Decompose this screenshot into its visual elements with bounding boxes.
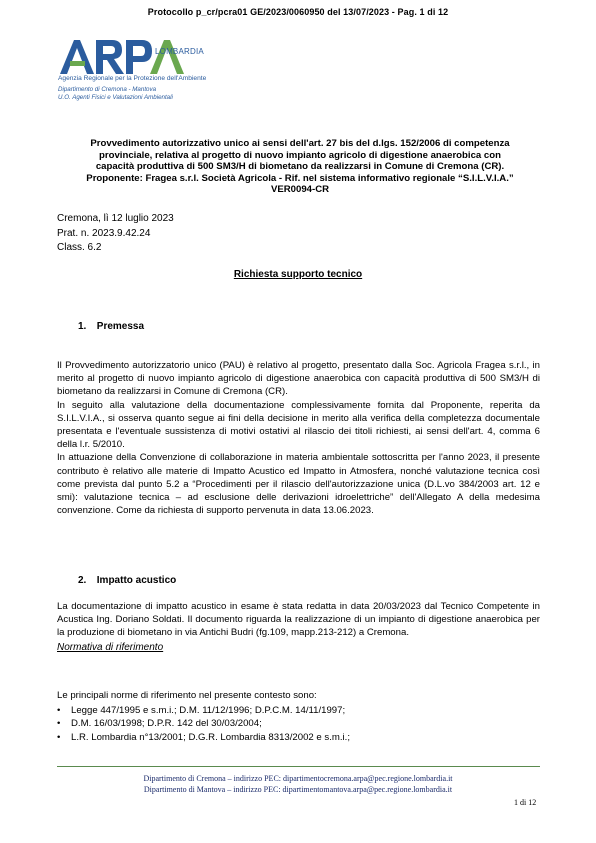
logo-dept-line2: U.O. Agenti Fisici e Valutazioni Ambientali (58, 94, 173, 101)
practice-number: Prat. n. 2023.9.42.24 (57, 227, 151, 239)
section-number: 1. (78, 321, 87, 332)
title-line: provinciale, relativa al progetto di nuovo impianto agricolo di digestione anaerobica con (99, 149, 501, 161)
section-number: 2. (78, 575, 87, 586)
list-item: • D.M. 16/03/1998; D.P.R. 142 del 30/03/2004; (57, 718, 262, 730)
classification: Class. 6.2 (57, 242, 102, 253)
bullet-icon: • (57, 718, 61, 730)
footer-line-mantova: Dipartimento di Mantova – indirizzo PEC: dipartimentomantova.arpa@pec.regione.lombardia.it (143, 785, 453, 794)
subject-heading: Richiesta supporto tecnico (233, 269, 363, 280)
normativa-intro: Le principali norme di riferimento nel presente contesto sono: (57, 690, 317, 701)
title-line: Provvedimento autorizzativo unico ai sensi dell'art. 27 bis del d.lgs. 152/2006 di competenza (90, 138, 510, 149)
section-premessa-body (57, 359, 540, 517)
paragraph: La documentazione di impatto acustico in esame è stata redatta in data 20/03/2023 dal Tecnico Competente in Acustica Ing. Doriano Soldati. Il documento riguarda la realizzazione di un impianto di digestione anaerobica per la produzione di biometano in via Antichi Budri (fg.109, mapp.213-212) a Cremona. (57, 601, 540, 639)
bullet-icon: • (57, 705, 61, 716)
list-item: • L.R. Lombardia n°13/2001; D.G.R. Lombardia 8313/2002 e s.m.i.; (57, 731, 351, 743)
section-title: Impatto acustico (96, 575, 177, 586)
protocol-header: Protocollo p_cr/pcra01 GE/2023/0060950 del 13/07/2023 - Pag. 1 di 12 (147, 7, 449, 17)
title-line: capacità produttiva di 500 SM3/H di biometano da realizzarsi in Comune di Cremona (CR). (95, 161, 505, 172)
paragraph: In attuazione della Convenzione di collaborazione in materia ambientale sottoscritta per l'anno 2023, il presente contributo è relativo alle materie di Impatto Acustico ed Impatto in Atmosfera, nonché valutazione tecnica così come prevista dal punto 5.2 a “Procedimenti per il rilascio dell'autorizzazione unica (D.L.vo 384/2003 art. 12 e smi): valutazione tecnica – ad esclusione delle derivazioni idroelettriche” dell'Allegato A della medesima convenzione. Come da richiesta di supporto pervenuta in data 13.06.2023. (57, 452, 540, 517)
place-date: Cremona, lì 12 luglio 2023 (57, 213, 174, 224)
document-title (70, 138, 530, 196)
title-line: Proponente: Fragea s.r.l. Società Agricola - Rif. nel sistema informativo regionale “S.I.L.V.I.A.” (86, 172, 514, 184)
arpa-logo (58, 36, 238, 116)
footer-divider (57, 766, 540, 767)
page-number: 1 di 12 (514, 798, 537, 807)
logo-region-text: LOMBARDIA (155, 47, 204, 56)
section-heading-impatto-acustico (78, 575, 176, 586)
normativa-list (57, 704, 350, 744)
section-title: Premessa (96, 321, 145, 332)
footer-line-cremona: Dipartimento di Cremona – indirizzo PEC: dipartimentocremona.arpa@pec.regione.lombardia.it (143, 774, 453, 783)
list-item: • Legge 447/1995 e s.m.i.; D.M. 11/12/1996; D.P.C.M. 14/11/1997; (57, 705, 346, 716)
document-meta (57, 212, 174, 256)
footer (0, 773, 596, 795)
paragraph: Il Provvedimento autorizzatorio unico (PAU) è relativo al progetto, presentato dalla Soc. Agricola Fragea s.r.l., in merito al progetto di nuovo impianto agricolo di digestione anaerobica con capacità produttiva di 500 SM3/H di biometano da realizzarsi in Comune di Cremona (CR). (57, 360, 540, 398)
logo-dept-line1: Dipartimento di Cremona - Mantova (58, 86, 157, 93)
section-impatto-body (57, 600, 540, 640)
bullet-icon: • (57, 731, 61, 743)
title-line: VER0094-CR (270, 184, 330, 195)
arpa-wordmark-logo (58, 36, 198, 76)
section-heading-premessa (78, 321, 144, 332)
logo-agency-text: Agenzia Regionale per la Protezione dell'Ambiente (58, 75, 207, 82)
logo-department-text (58, 86, 173, 102)
normativa-heading: Normativa di riferimento (57, 642, 164, 653)
paragraph: In seguito alla valutazione della documentazione complessivamente fornita dal Proponente, reperita da S.I.L.V.I.A., si osserva quanto segue ai fini della decisione in merito alla verifica della completezza documentale presentata e l'eventuale sussistenza di motivi ostativi al rilascio dei titoli richiesti, ai sensi dell'art. 4, comma 6 della l.r. 5/2010. (57, 399, 540, 451)
